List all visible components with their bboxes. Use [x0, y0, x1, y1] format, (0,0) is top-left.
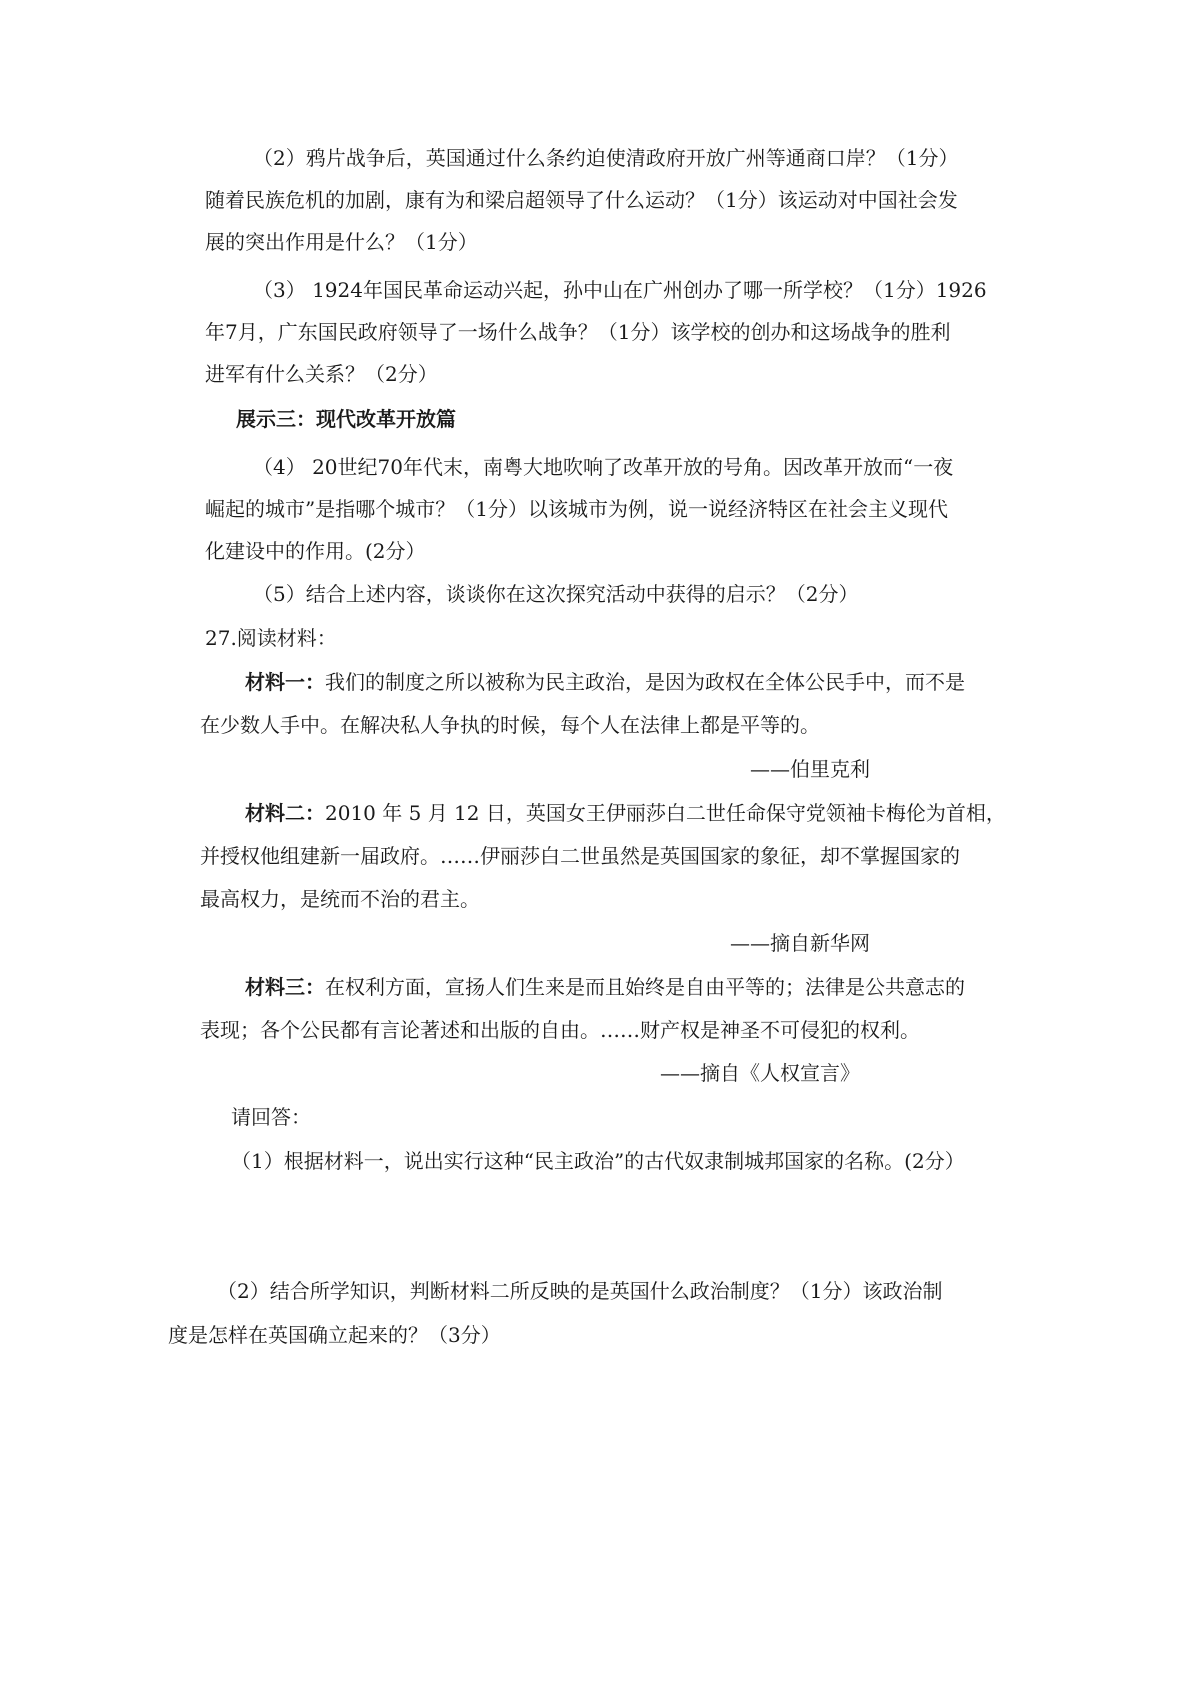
q26-part4-line3: 化建设中的作用。(2分） [205, 539, 426, 563]
material-3-text1: 在权利方面，宣扬人们生来是而且始终是自由平等的；法律是公共意志的 [325, 975, 965, 999]
material-1-label: 材料一： [245, 670, 325, 694]
q26-part4-line1: （4） 20世纪70年代末，南粤大地吹响了改革开放的号角。因改革开放而“一夜 [253, 455, 954, 479]
material-1-text1: 我们的制度之所以被称为民主政治，是因为政权在全体公民手中，而不是 [325, 670, 965, 694]
q26-part3-line1: （3） 1924年国民革命运动兴起，孙中山在广州创办了哪一所学校？（1分）1926 [253, 278, 987, 302]
answer-prompt: 请回答： [231, 1105, 311, 1129]
material-1-source: ——伯里克利 [750, 757, 870, 781]
q26-part2-line3: 展的突出作用是什么？（1分） [205, 230, 478, 254]
q27-part2-line1: （2）结合所学知识，判断材料二所反映的是英国什么政治制度？（1分）该政治制 [217, 1279, 943, 1303]
q26-part3-line2: 年7月，广东国民政府领导了一场什么战争？（1分）该学校的创办和这场战争的胜利 [205, 320, 951, 344]
q26-part4-line2: 崛起的城市”是指哪个城市？（1分）以该城市为例，说一说经济特区在社会主义现代 [205, 497, 948, 521]
material-2-label: 材料二： [245, 801, 325, 825]
material-2-line1 [245, 799, 1006, 827]
q26-part2-line2: 随着民族危机的加剧，康有为和梁启超领导了什么运动？（1分）该运动对中国社会发 [205, 188, 958, 212]
material-3-source: ——摘自《人权宣言》 [660, 1061, 860, 1085]
material-2-source: ——摘自新华网 [730, 931, 870, 955]
section-heading-modern-reform: 展示三：现代改革开放篇 [236, 407, 456, 431]
material-2-text1: 2010 年 5 月 12 日，英国女王伊丽莎白二世任命保守党领袖卡梅伦为首相， [325, 801, 1006, 825]
q26-part2-line1: （2）鸦片战争后，英国通过什么条约迫使清政府开放广州等通商口岸？（1分） [253, 146, 959, 170]
material-2-line2: 并授权他组建新一届政府。……伊丽莎白二世虽然是英国国家的象征，却不掌握国家的 [200, 844, 960, 868]
material-1-line1 [245, 668, 965, 696]
q27-heading: 27.阅读材料： [205, 626, 337, 650]
q27-part1: （1）根据材料一，说出实行这种“民主政治”的古代奴隶制城邦国家的名称。(2分） [231, 1149, 965, 1173]
material-3-line2: 表现；各个公民都有言论著述和出版的自由。……财产权是神圣不可侵犯的权利。 [200, 1018, 920, 1042]
material-3-label: 材料三： [245, 975, 325, 999]
material-2-line3: 最高权力，是统而不治的君主。 [200, 887, 480, 911]
q26-part5: （5）结合上述内容，谈谈你在这次探究活动中获得的启示？（2分） [253, 582, 859, 606]
q26-part3-line3: 进军有什么关系？（2分） [205, 362, 438, 386]
q27-part2-line2: 度是怎样在英国确立起来的？（3分） [168, 1323, 501, 1347]
material-1-line2: 在少数人手中。在解决私人争执的时候，每个人在法律上都是平等的。 [200, 713, 820, 737]
material-3-line1 [245, 973, 965, 1001]
